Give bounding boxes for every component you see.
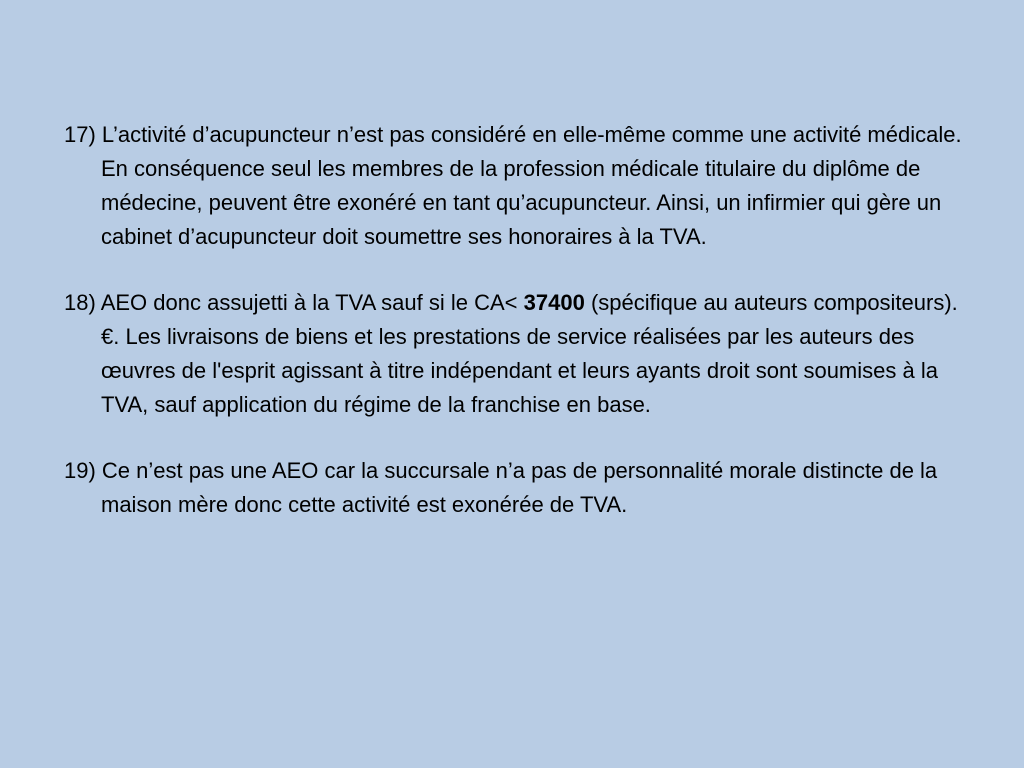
paragraph-18 [64, 286, 964, 422]
paragraph-number: 19) [64, 458, 96, 483]
paragraph-text: L’activité d’acupuncteur n’est pas considéré en elle-même comme une activité médicale. En conséquence seul les membres de la profession médicale titulaire du diplôme de médecine, peuvent être exonéré en tant qu’acupuncteur. Ainsi, un infirmier qui gère un cabinet d’acupuncteur doit soumettre ses honoraires à la TVA. [101, 122, 962, 249]
paragraph-text: Ce n’est pas une AEO car la succursale n’a pas de personnalité morale distincte de la maison mère donc cette activité est exonérée de TVA. [101, 458, 938, 517]
paragraph-19 [64, 454, 964, 522]
threshold-amount: 37400 [523, 290, 585, 315]
paragraph-number: 17) [64, 122, 96, 147]
paragraph-text-after: (spécifique au auteurs compositeurs). €. Les livraisons de biens et les prestations de service réalisées par les auteurs des œuvres de l'esprit agissant à titre indépendant et leurs ayants droit sont soumises à la TVA, sauf application du régime de la franchise en base. [101, 290, 958, 417]
paragraph-17 [64, 118, 964, 254]
paragraph-text-before: AEO donc assujetti à la TVA sauf si le CA< [100, 290, 518, 315]
slide-body [64, 118, 964, 554]
paragraph-number: 18) [64, 290, 96, 315]
